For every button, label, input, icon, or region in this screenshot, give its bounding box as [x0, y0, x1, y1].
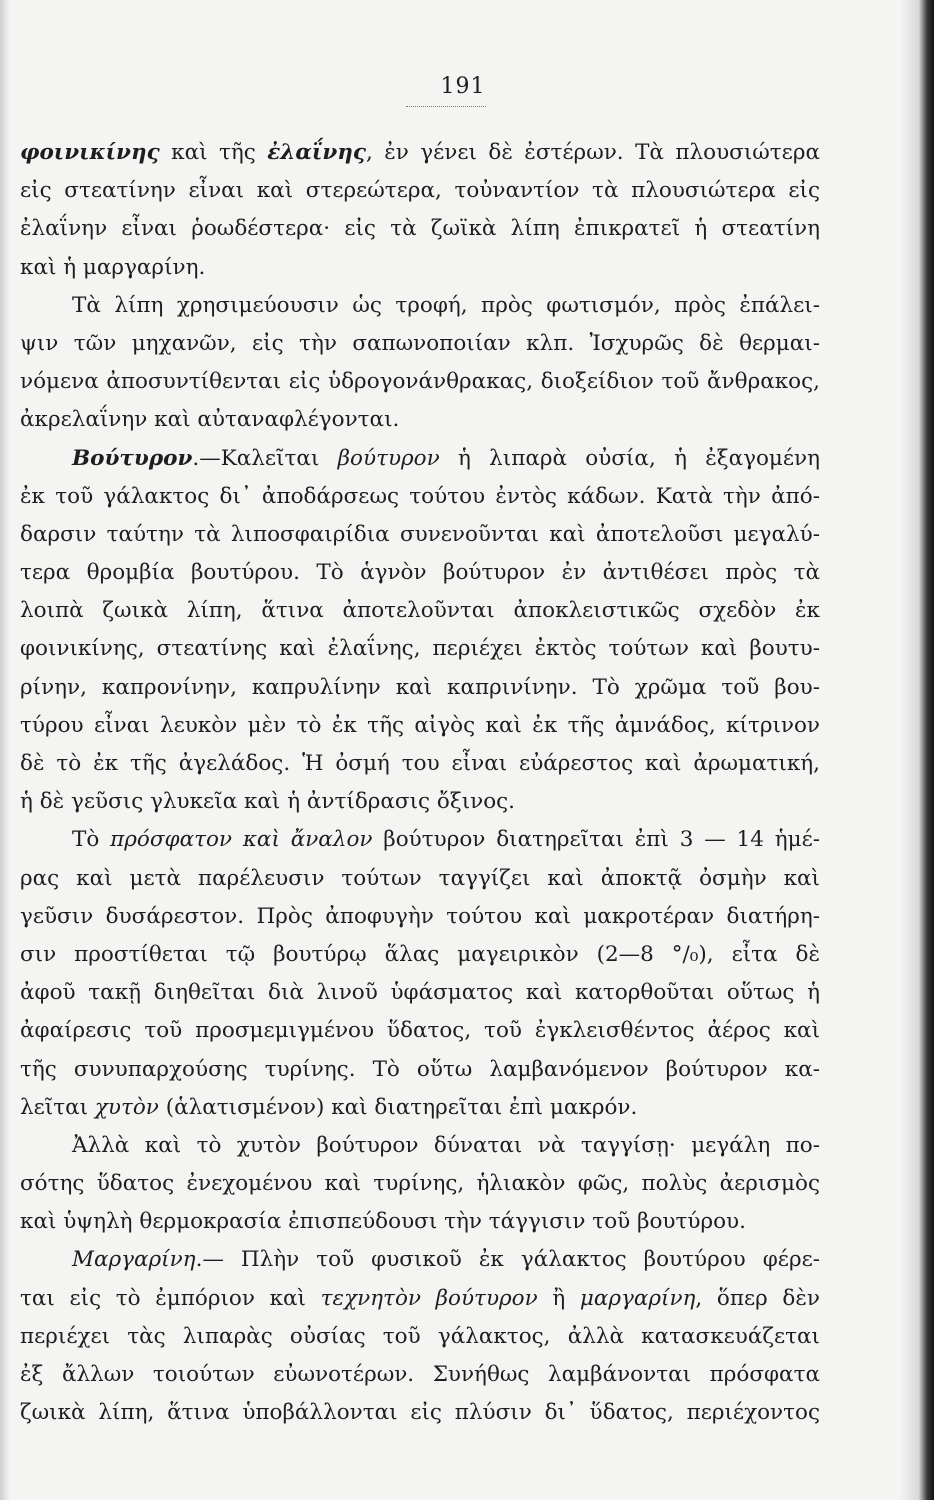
text-line [20, 707, 820, 745]
text-run: λοιπὰ ζωικὰ λίπη, ἅτινα ἀποτελοῦνται ἀποκλειστικῶς σχεδὸν ἐκ [20, 598, 820, 624]
text-run: ἀφοῦ τακῇ διηθεῖται διὰ λινοῦ ὑφάσματος καὶ κατορθοῦται οὕτως ἡ [20, 980, 820, 1006]
text-run: καὶ ἡ μαργαρίνη. [20, 254, 206, 280]
text-line [20, 1165, 820, 1203]
text-line [20, 249, 820, 287]
text-run: (ἁλατισμένον) καὶ διατηρεῖται ἐπὶ μακρόν. [158, 1094, 638, 1120]
text-run: Τὰ λίπη χρησιμεύουσιν ὡς τροφή, πρὸς φωτισμόν, πρὸς ἐπάλει- [72, 292, 820, 318]
text-run: Τὸ [72, 827, 111, 853]
text-run: λεῖται [20, 1094, 95, 1120]
text-line [20, 1241, 820, 1279]
text-line [20, 401, 820, 439]
text-line [20, 783, 820, 821]
text-run: ἐκ τοῦ γάλακτος δι᾽ ἀποδάρσεως τούτου ἐντὸς κάδων. Κατὰ τὴν ἀπό- [20, 483, 820, 509]
text-line [20, 210, 820, 248]
text-line [20, 440, 820, 478]
text-line [20, 478, 820, 516]
text-run: ἡ λιπαρὰ οὐσία, ἡ ἐξαγομένη [439, 445, 820, 471]
text-run: καὶ ὑψηλὴ θερμοκρασία ἐπισπεύδουσι τὴν τάγγισιν τοῦ βουτύρου. [20, 1209, 746, 1235]
text-line [20, 325, 820, 363]
text-line [20, 821, 820, 859]
text-line [20, 1051, 820, 1089]
body-text [20, 134, 820, 1432]
text-line [20, 1318, 820, 1356]
text-run: ἡ δὲ γεῦσις γλυκεῖα καὶ ἡ ἀντίδρασις ὄξινος. [20, 789, 516, 815]
text-line [20, 1280, 820, 1318]
text-run: πρόσφατον καὶ ἄναλον [110, 827, 373, 853]
text-line [20, 172, 820, 210]
text-line [20, 287, 820, 325]
text-run: περιέχει τὰς λιπαρὰς οὐσίας τοῦ γάλακτος, ἀλλὰ κατασκευάζεται [20, 1323, 820, 1349]
text-run: σότης ὕδατος ἐνεχομένου καὶ τυρίνης, ἡλιακὸν φῶς, πολὺς ἀερισμὸς [20, 1171, 820, 1197]
text-run: ἀκρελαΐνην καὶ αὐταναφλέγονται. [20, 407, 400, 433]
text-line [20, 1089, 820, 1127]
text-line [20, 363, 820, 401]
text-run: τεχνητὸν βούτυρον [320, 1285, 538, 1311]
page-number-rule [406, 106, 486, 107]
text-run: ἀφαίρεσις τοῦ προσμεμιγμένου ὕδατος, τοῦ ἐγκλεισθέντος ἀέρος καὶ [20, 1018, 820, 1044]
text-run: φοινικίνης [20, 140, 160, 165]
text-run: τερα θρομβία βουτύρου. Τὸ ἁγνὸν βούτυρον ἐν ἀντιθέσει πρὸς τὰ [20, 560, 820, 586]
text-line [20, 669, 820, 707]
text-line [20, 554, 820, 592]
text-run: ἐλαΐνην εἶναι ῥοωδέστερα· εἰς τὰ ζωϊκὰ λίπη ἐπικρατεῖ ἡ στεατίνη [20, 216, 820, 242]
text-run: καὶ τῆς [159, 140, 268, 165]
text-run: ψιν τῶν μηχανῶν, εἰς τὴν σαπωνοποιίαν κλπ. Ἰσχυρῶς δὲ θερμαι- [20, 330, 820, 356]
text-run: χυτὸν [94, 1094, 159, 1120]
text-line [20, 1127, 820, 1165]
text-run: ἢ [537, 1285, 580, 1311]
text-line [20, 898, 820, 936]
text-run: Ἀλλὰ καὶ τὸ χυτὸν βούτυρον δύναται νὰ ταγγίσῃ· μεγάλη πο- [72, 1132, 820, 1158]
text-line [20, 745, 820, 783]
text-run: δὲ τὸ ἐκ τῆς ἀγελάδος. Ἡ ὀσμή του εἶναι εὐάρεστος καὶ ἀρωματική, [20, 751, 820, 776]
text-line [20, 592, 820, 630]
text-run: ἐξ ἄλλων τοιούτων εὐωνοτέρων. Συνήθως λαμβάνονται πρόσφατα [20, 1362, 820, 1387]
text-run: Μαργαρίνη [72, 1247, 196, 1273]
text-line [20, 134, 820, 172]
text-run: βούτυρον [337, 445, 440, 471]
text-run: Βούτυρον [72, 445, 193, 471]
text-run: , ἐν γένει δὲ ἐστέρων. Τὰ πλουσιώτερα [365, 140, 820, 165]
text-line [20, 936, 820, 974]
text-line [20, 1012, 820, 1050]
text-line [20, 630, 820, 668]
text-run: ζωικὰ λίπη, ἅτινα ὑποβάλλονται εἰς πλύσιν δι᾽ ὕδατος, περιέχοντος [20, 1400, 820, 1426]
text-run: ται εἰς τὸ ἐμπόριον καὶ [20, 1285, 321, 1311]
text-run: ἐλαΐνης [267, 140, 366, 165]
text-line [20, 1394, 820, 1432]
page-number: 191 [440, 74, 486, 99]
text-run: νόμενα ἀποσυντίθενται εἰς ὑδρογονάνθρακας, διοξείδιον τοῦ ἄνθρακος, [20, 369, 820, 395]
text-line [20, 1203, 820, 1241]
text-run: μαργαρίνη [579, 1285, 696, 1311]
text-run: , ὅπερ δὲν [695, 1285, 820, 1311]
text-run: δαρσιν ταύτην τὰ λιποσφαιρίδια συνενοῦνται καὶ ἀποτελοῦσι μεγαλύ- [20, 521, 820, 547]
text-run: βούτυρον διατηρεῖται ἐπὶ 3 — 14 ἡμέ- [372, 827, 820, 853]
text-run: εἰς στεατίνην εἶναι καὶ στερεώτερα, τοὐναντίον τὰ πλουσιώτερα εἰς [20, 178, 820, 204]
text-run: φοινικίνης, στεατίνης καὶ ἐλαΐνης, περιέχει ἐκτὸς τούτων καὶ βουτυ- [20, 636, 820, 662]
text-line [20, 860, 820, 898]
text-run: ρίνην, καπρονίνην, καπρυλίνην καὶ καπρινίνην. Τὸ χρῶμα τοῦ βου- [20, 674, 820, 700]
scan-left-edge [0, 0, 10, 1500]
text-run: ρας καὶ μετὰ παρέλευσιν τούτων ταγγίζει καὶ ἀποκτᾷ ὀσμὴν καὶ [20, 865, 820, 891]
text-run: .— Πλὴν τοῦ φυσικοῦ ἐκ γάλακτος βουτύρου φέρε- [195, 1247, 820, 1273]
text-run: τύρου εἶναι λευκὸν μὲν τὸ ἐκ τῆς αἰγὸς καὶ ἐκ τῆς ἀμνάδος, κίτρινον [20, 712, 820, 738]
text-run: .—Καλεῖται [192, 445, 338, 471]
text-line [20, 516, 820, 554]
scan-right-edge [900, 0, 934, 1500]
text-line [20, 1356, 820, 1394]
text-run: γεῦσιν δυσάρεστον. Πρὸς ἀποφυγὴν τούτου καὶ μακροτέραν διατήρη- [20, 903, 820, 929]
text-run: σιν προστίθεται τῷ βουτύρῳ ἅλας μαγειρικὸν (2—8 °/₀), εἶτα δὲ [20, 941, 820, 967]
text-line [20, 974, 820, 1012]
text-run: τῆς συνυπαρχούσης τυρίνης. Τὸ οὕτω λαμβανόμενον βούτυρον κα- [20, 1056, 820, 1082]
